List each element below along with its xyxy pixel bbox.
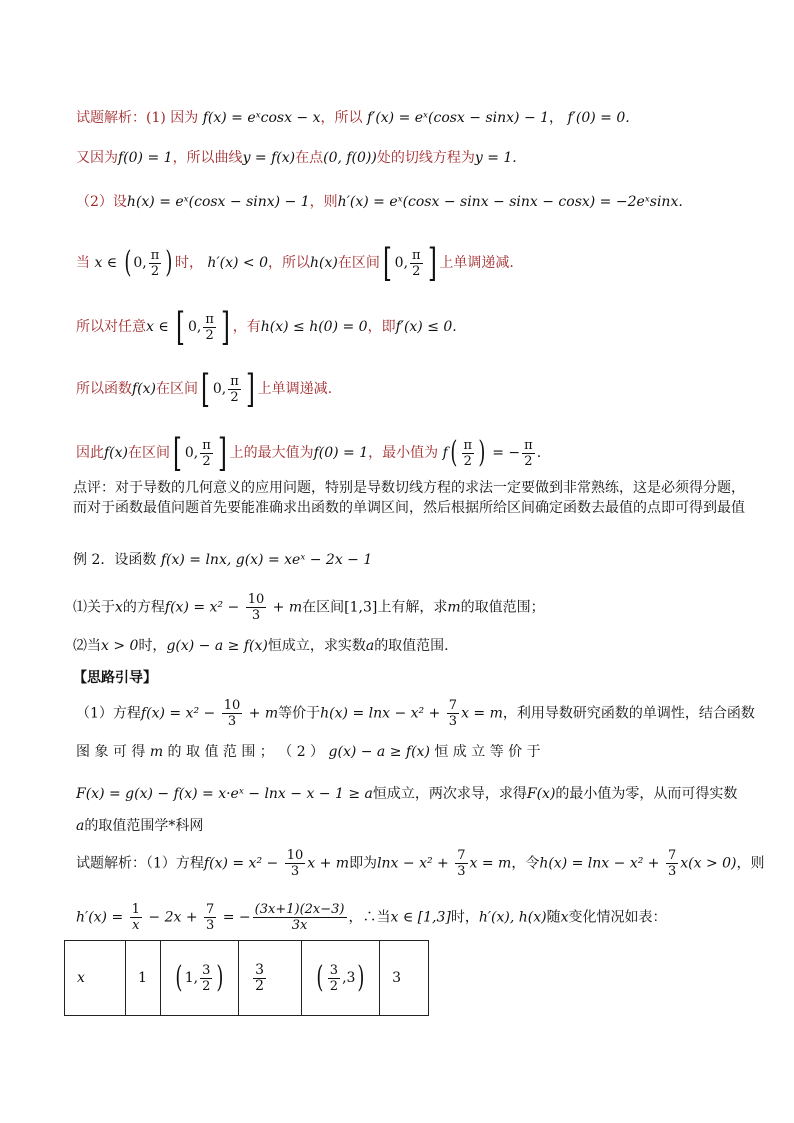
text: ⑵当 [73, 638, 101, 654]
text: 恒 成 立 等 价 于 [434, 744, 541, 760]
example2-q2: ⑵当x > 0时，g(x) − a ≥ f(x)恒成立，求实数a的取值范围. [73, 638, 449, 654]
condition: x > 0 [101, 638, 139, 654]
f-definition: f(x) = eˣcosx − x [202, 110, 321, 126]
solution-line1: 试题解析：（1）方程f(x) = x² − $\frac{10}{3}$ x + m即为lnx − x² + $\frac{7}{3}$ x = m，令h(x) = lnx − x² + $\frac{7}{3}$ x(x > 0)，则 [76, 848, 765, 879]
text: ，则 [736, 855, 765, 872]
example2-functions: f(x) = lnx, g(x) = xeˣ − 2x − 1 [160, 552, 373, 568]
text: 在点 [295, 150, 324, 166]
text: （1）方程 [76, 705, 141, 722]
monotonic-line: 当 x ∈ ( 0, $\frac{\pi}{2}$ ) 时， h′(x) < 0，所以h(x)在区间 [ 0, $\frac{\pi}{2}$ ] 上单调递减. [76, 241, 514, 285]
text: 例 2．设函数 [73, 552, 157, 568]
guide-title: 【思路引导】 [73, 670, 157, 686]
text: 在区间 [302, 599, 345, 616]
interval: [1,3] [344, 599, 378, 616]
text: 试题解析：（1）方程 [76, 855, 204, 872]
text: ，最小值为 [368, 445, 439, 461]
text: ，所以 [267, 255, 310, 271]
h-derivative: h′(x) = eˣ(cosx − sinx − sinx − cosx) = −2eˣsinx. [337, 194, 683, 210]
tangent-line [76, 148, 517, 168]
max-value: f(0) = 1 [313, 445, 369, 461]
example2-title [73, 550, 372, 570]
solution-part2-line [76, 192, 683, 212]
variation-table [64, 940, 429, 1016]
f-derivative-at-zero: f′(0) = 0. [567, 110, 630, 126]
text: 时， [174, 255, 203, 271]
text: 又因为 [76, 150, 118, 166]
text: ，∴当 [348, 909, 391, 926]
text: 的取值范围. [374, 638, 449, 654]
text: 的取值范围学*科网 [84, 818, 204, 834]
table-row [65, 941, 429, 1016]
cell-value: 3 [392, 970, 402, 986]
h-prime-negative: h′(x) < 0 [207, 255, 268, 271]
guide-line1: （1）方程f(x) = x² − $\frac{10}{3}$ + m等价于h(x) = lnx − x² + $\frac{7}{3}$ x = m，利用导数研究函数的单调性，结合函数 [76, 698, 755, 729]
text: 时， [138, 638, 167, 654]
text: 的取值范围； [460, 599, 545, 616]
guide-line4: a的取值范围学*科网 [76, 818, 204, 834]
text: 的方程 [122, 599, 165, 616]
text: 上单调递减. [257, 381, 333, 397]
table-cell: ( $\frac{3}{2}$ ,3 ) [302, 941, 380, 1016]
inequality: g(x) − a ≥ f(x) [166, 638, 268, 654]
text: 恒成立，求实数 [267, 638, 366, 654]
text: 图 象 可 得 [76, 744, 146, 760]
text: 在区间 [156, 381, 199, 397]
text: 恒成立，两次求导，求得 [372, 786, 527, 802]
text: 时， [450, 909, 479, 926]
solution-line2: h′(x) = $\frac{1}{x}$ − 2x + $\frac{7}{3}$ = − $\frac{(3x+1)(2x-3)}{3x}$ ，∴当x ∈ [1,3]时，h′(x), h(x)随x变化情况如表： [76, 902, 667, 933]
comment-paragraph: 点评：对于导数的几何意义的应用问题，特别是导数切线方程的求法一定要做到非常熟练，这是必须得分题，而对于函数最值问题首先要能准确求出函数的单调区间，然后根据所给区间确定函数去最值的点即可得到最值 [73, 480, 745, 516]
table-cell: ( 1, $\frac{3}{2}$ ) [161, 941, 239, 1016]
tangent-point: (0, f(0)) [323, 150, 377, 166]
text: 随 [546, 909, 561, 926]
h-inequality: h(x) ≤ h(0) = 0 [260, 319, 368, 335]
guide-line2: 图 象 可 得 m 的 取 值 范 围 ； （ 2 ） g(x) − a ≥ f(x) 恒 成 立 等 价 于 [76, 744, 541, 760]
text: 上单调递减. [439, 255, 514, 271]
text: ，令 [511, 855, 540, 872]
text: 在区间 [337, 255, 380, 271]
text: ，即 [367, 319, 396, 335]
guide-line3: F(x) = g(x) − f(x) = x·eˣ − lnx − x − 1 ≥ a恒成立，两次求导，求得F(x)的最小值为零，从而可得实数 [76, 786, 738, 802]
h-definition: h(x) = eˣ(cosx − sinx) − 1 [126, 194, 310, 210]
text: 因此 [76, 445, 104, 461]
text: 处的切线方程为 [376, 150, 475, 166]
tangent-eq: y = 1. [474, 150, 517, 166]
example2-q1: ⑴关于x的方程f(x) = x² − $\frac{10}{3}$ + m在区间[1,3]上有解，求m的取值范围； [73, 592, 545, 623]
extrema-line: 因此f(x)在区间 [ 0, $\frac{\pi}{2}$ ] 上的最大值为f(0) = 1，最小值为 f ( $\frac{\pi}{2}$ ) = − $\frac{\pi}{2}$ . [76, 431, 542, 475]
table-cell: $\frac{3}{2}$ [239, 941, 302, 1016]
text: 上的最大值为 [229, 445, 314, 461]
f-decreasing-line: 所以函数f(x)在区间 [ 0, $\frac{\pi}{2}$ ] 上单调递减. [76, 367, 333, 411]
text: 变化情况如表： [568, 909, 667, 926]
text: 所以函数 [76, 381, 132, 397]
text: ，利用导数研究函数的单调性，结合函数 [502, 705, 755, 722]
part2-label: （2）设 [76, 194, 127, 210]
table-cell-x: x [65, 941, 126, 1016]
any-x-line: 所以对任意x ∈ [ 0, $\frac{\pi}{2}$ ] ，有h(x) ≤ h(0) = 0，即f′(x) ≤ 0. [76, 305, 457, 349]
solution-part1-line: 试题解析：(1) 因为 f(x) = eˣcosx − x，所以 f′(x) = eˣ(cosx − sinx) − 1， f′(0) = 0. [76, 110, 630, 126]
text: 当 [76, 255, 90, 271]
f-at-zero: f(0) = 1 [118, 150, 173, 166]
cell-value: 1 [138, 970, 147, 986]
text: ，有 [232, 319, 261, 335]
text: 上有解，求 [377, 599, 448, 616]
F-definition: F(x) = g(x) − f(x) = x·eˣ − lnx − x − 1 ≥ a [76, 786, 373, 802]
text: ，所以曲线 [172, 150, 243, 166]
text: ⑴关于 [73, 599, 115, 616]
text: 在区间 [128, 445, 171, 461]
text: 即为 [349, 855, 378, 872]
curve-eq: y = f(x) [242, 150, 296, 166]
part1-label: 试题解析：(1) 因为 [76, 110, 199, 126]
text: ，则 [309, 194, 338, 210]
text: 的 取 值 范 围 ； （ 2 ） [167, 744, 325, 760]
text: 的最小值为零，从而可得实数 [555, 786, 738, 802]
text-so: ，所以 [320, 110, 363, 126]
text: 所以对任意 [76, 319, 146, 335]
f-prime-result: f′(x) ≤ 0. [395, 319, 457, 335]
f-derivative: f′(x) = eˣ(cosx − sinx) − 1 [366, 110, 550, 126]
table-cell [126, 941, 161, 1016]
table-cell [380, 941, 429, 1016]
text: 等价于 [278, 705, 321, 722]
